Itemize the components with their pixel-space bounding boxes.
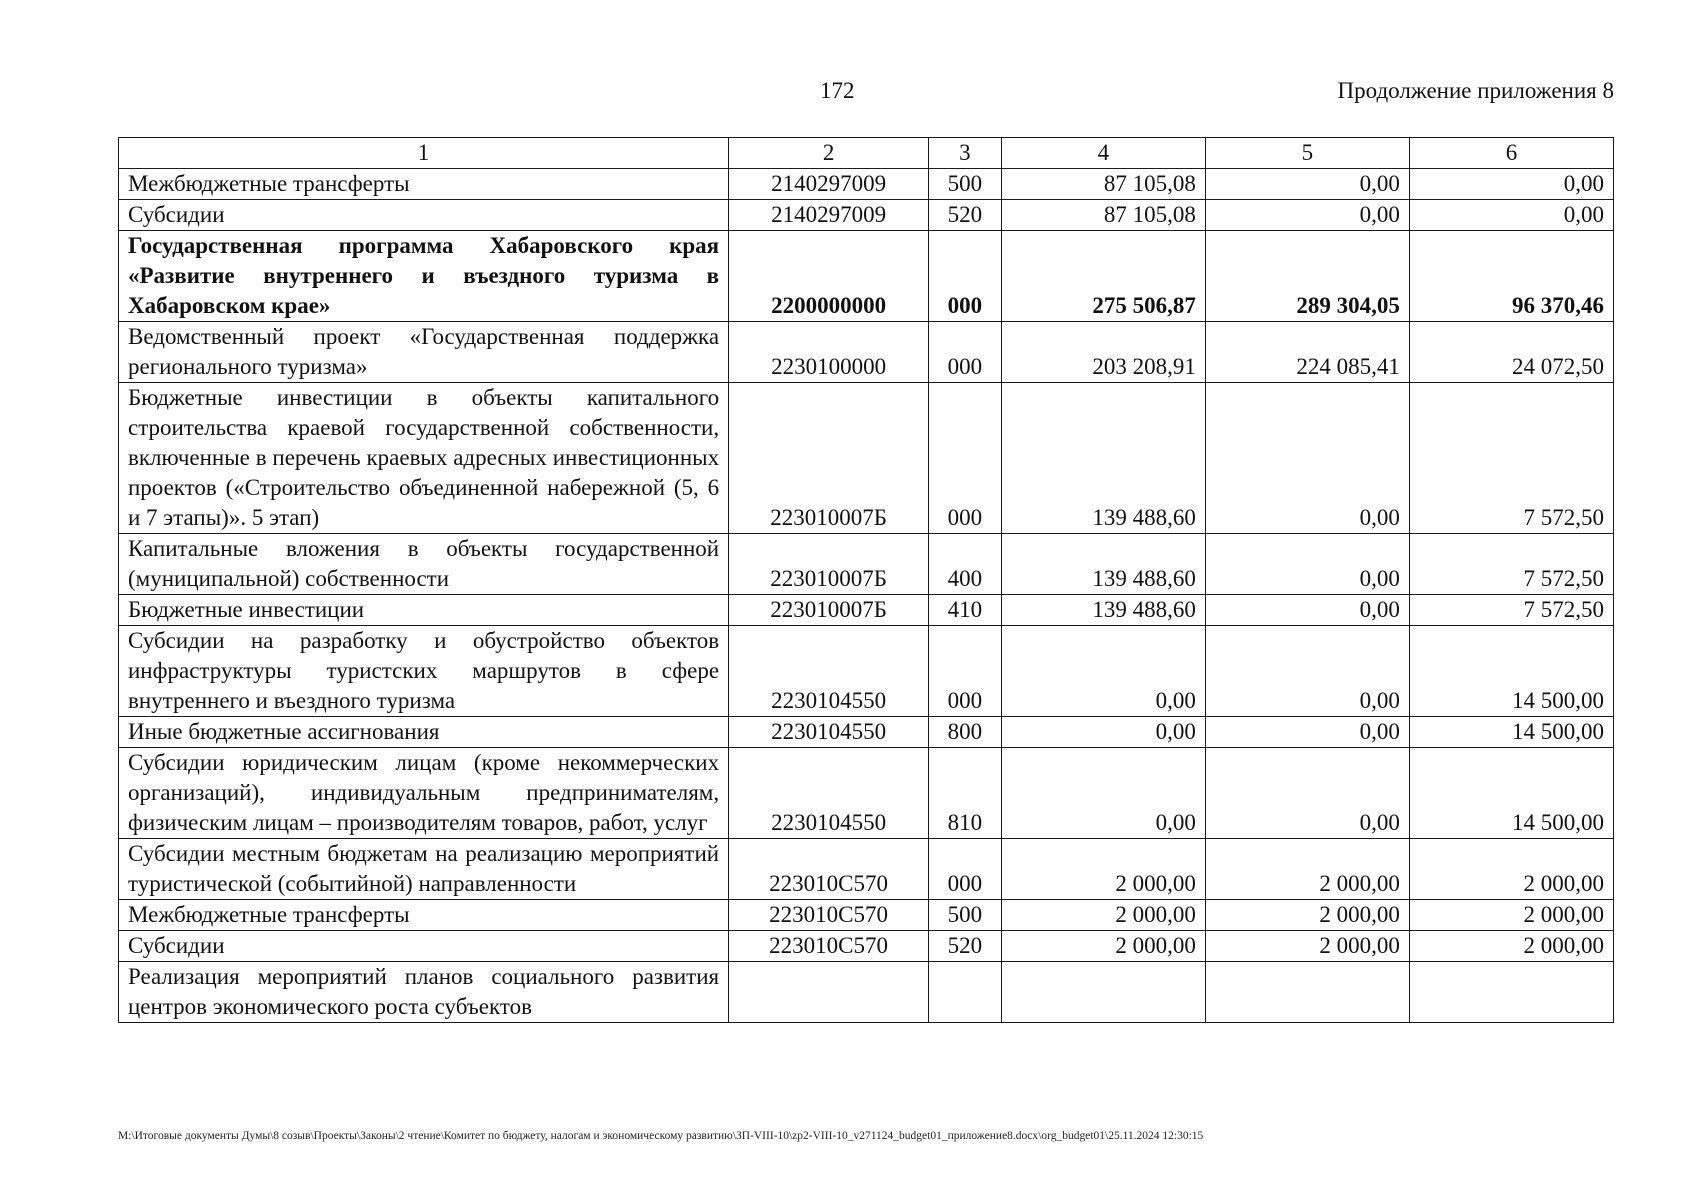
amount-col6 <box>1409 962 1613 1023</box>
column-number: 1 <box>119 138 729 169</box>
amount-col5: 224 085,41 <box>1205 322 1409 383</box>
amount-col5: 2 000,00 <box>1205 900 1409 931</box>
table-row <box>119 322 1614 383</box>
expense-type: 400 <box>929 534 1002 595</box>
amount-col5: 2 000,00 <box>1205 839 1409 900</box>
column-number: 6 <box>1409 138 1613 169</box>
amount-col5: 289 304,05 <box>1205 231 1409 322</box>
amount-col5: 0,00 <box>1205 383 1409 534</box>
table-row <box>119 534 1614 595</box>
target-code: 223010007Б <box>729 383 929 534</box>
amount-col5: 0,00 <box>1205 534 1409 595</box>
column-number: 2 <box>729 138 929 169</box>
amount-col6: 7 572,50 <box>1409 595 1613 626</box>
row-name: Бюджетные инвестиции <box>119 595 729 626</box>
row-name: Субсидии местным бюджетам на реализацию мероприятий туристической (событийной) направленности <box>119 839 729 900</box>
amount-col4: 275 506,87 <box>1001 231 1205 322</box>
amount-col6: 2 000,00 <box>1409 931 1613 962</box>
row-name: Иные бюджетные ассигнования <box>119 717 729 748</box>
amount-col4: 2 000,00 <box>1001 839 1205 900</box>
amount-col6: 0,00 <box>1409 200 1613 231</box>
expense-type: 500 <box>929 900 1002 931</box>
amount-col6: 2 000,00 <box>1409 900 1613 931</box>
column-number: 5 <box>1205 138 1409 169</box>
target-code: 223010С570 <box>729 839 929 900</box>
amount-col5: 0,00 <box>1205 169 1409 200</box>
expense-type: 410 <box>929 595 1002 626</box>
expense-type: 000 <box>929 383 1002 534</box>
amount-col4: 203 208,91 <box>1001 322 1205 383</box>
table-row <box>119 200 1614 231</box>
row-name: Ведомственный проект «Государственная поддержка регионального туризма» <box>119 322 729 383</box>
table-row <box>119 900 1614 931</box>
table-row <box>119 626 1614 717</box>
row-name: Бюджетные инвестиции в объекты капитального строительства краевой государственной собственности, включенные в перечень краевых адресных инвестиционных проектов («Строительство объединенной набережной (5, 6 и 7 этапы)». 5 этап) <box>119 383 729 534</box>
row-name: Субсидии на разработку и обустройство объектов инфраструктуры туристских маршрутов в сфере внутреннего и въездного туризма <box>119 626 729 717</box>
target-code: 2230104550 <box>729 626 929 717</box>
target-code: 2140297009 <box>729 200 929 231</box>
target-code: 2230104550 <box>729 717 929 748</box>
target-code: 223010С570 <box>729 900 929 931</box>
amount-col4 <box>1001 962 1205 1023</box>
expense-type: 520 <box>929 200 1002 231</box>
expense-type: 000 <box>929 839 1002 900</box>
amount-col4: 87 105,08 <box>1001 200 1205 231</box>
row-name: Реализация мероприятий планов социального развития центров экономического роста субъектов <box>119 962 729 1023</box>
amount-col5: 0,00 <box>1205 200 1409 231</box>
appendix-continuation-label: Продолжение приложения 8 <box>1337 78 1614 103</box>
row-name: Субсидии <box>119 200 729 231</box>
expense-type: 800 <box>929 717 1002 748</box>
amount-col4: 2 000,00 <box>1001 900 1205 931</box>
page-number: 172 <box>820 78 855 103</box>
row-name: Капитальные вложения в объекты государственной (муниципальной) собственности <box>119 534 729 595</box>
amount-col5: 0,00 <box>1205 717 1409 748</box>
row-name: Межбюджетные трансферты <box>119 169 729 200</box>
amount-col4: 0,00 <box>1001 748 1205 839</box>
target-code: 223010С570 <box>729 931 929 962</box>
row-name: Субсидии юридическим лицам (кроме некоммерческих организаций), индивидуальным предпринимателям, физическим лицам – производителям товаров, работ, услуг <box>119 748 729 839</box>
amount-col4: 0,00 <box>1001 717 1205 748</box>
table-row <box>119 931 1614 962</box>
amount-col6: 7 572,50 <box>1409 383 1613 534</box>
target-code: 223010007Б <box>729 534 929 595</box>
table-row <box>119 383 1614 534</box>
target-code: 223010007Б <box>729 595 929 626</box>
amount-col5: 2 000,00 <box>1205 931 1409 962</box>
budget-table <box>118 137 1614 1023</box>
target-code <box>729 962 929 1023</box>
row-name: Субсидии <box>119 931 729 962</box>
amount-col6: 96 370,46 <box>1409 231 1613 322</box>
table-row <box>119 839 1614 900</box>
amount-col4: 139 488,60 <box>1001 383 1205 534</box>
row-name: Межбюджетные трансферты <box>119 900 729 931</box>
table-row <box>119 717 1614 748</box>
amount-col4: 87 105,08 <box>1001 169 1205 200</box>
amount-col5: 0,00 <box>1205 595 1409 626</box>
amount-col6: 24 072,50 <box>1409 322 1613 383</box>
expense-type: 000 <box>929 626 1002 717</box>
amount-col4: 0,00 <box>1001 626 1205 717</box>
column-number-row <box>119 138 1614 169</box>
amount-col5: 0,00 <box>1205 748 1409 839</box>
target-code: 2200000000 <box>729 231 929 322</box>
amount-col6: 2 000,00 <box>1409 839 1613 900</box>
file-path-footer: M:\Итоговые документы Думы\8 созыв\Проекты\Законы\2 чтение\Комитет по бюджету, налогам и экономическому развитию\ЗП-VIII-10\zp2-VIII-10_v271124_budget01_приложение8.docx\org_budget01\25.11.2024 12:30:15 <box>118 1130 1204 1142</box>
amount-col6: 14 500,00 <box>1409 748 1613 839</box>
amount-col4: 2 000,00 <box>1001 931 1205 962</box>
target-code: 2140297009 <box>729 169 929 200</box>
table-row <box>119 169 1614 200</box>
table-row <box>119 748 1614 839</box>
amount-col6: 7 572,50 <box>1409 534 1613 595</box>
amount-col4: 139 488,60 <box>1001 534 1205 595</box>
table-body <box>119 169 1614 1023</box>
amount-col5 <box>1205 962 1409 1023</box>
column-number: 4 <box>1001 138 1205 169</box>
expense-type: 500 <box>929 169 1002 200</box>
amount-col6: 14 500,00 <box>1409 717 1613 748</box>
expense-type: 000 <box>929 322 1002 383</box>
row-name: Государственная программа Хабаровского края «Развитие внутреннего и въездного туризма в Хабаровском крае» <box>119 231 729 322</box>
expense-type <box>929 962 1002 1023</box>
table-row <box>119 595 1614 626</box>
expense-type: 810 <box>929 748 1002 839</box>
amount-col6: 14 500,00 <box>1409 626 1613 717</box>
target-code: 2230104550 <box>729 748 929 839</box>
amount-col4: 139 488,60 <box>1001 595 1205 626</box>
target-code: 2230100000 <box>729 322 929 383</box>
expense-type: 000 <box>929 231 1002 322</box>
table-row <box>119 231 1614 322</box>
amount-col6: 0,00 <box>1409 169 1613 200</box>
table-row <box>119 962 1614 1023</box>
expense-type: 520 <box>929 931 1002 962</box>
amount-col5: 0,00 <box>1205 626 1409 717</box>
column-number: 3 <box>929 138 1002 169</box>
